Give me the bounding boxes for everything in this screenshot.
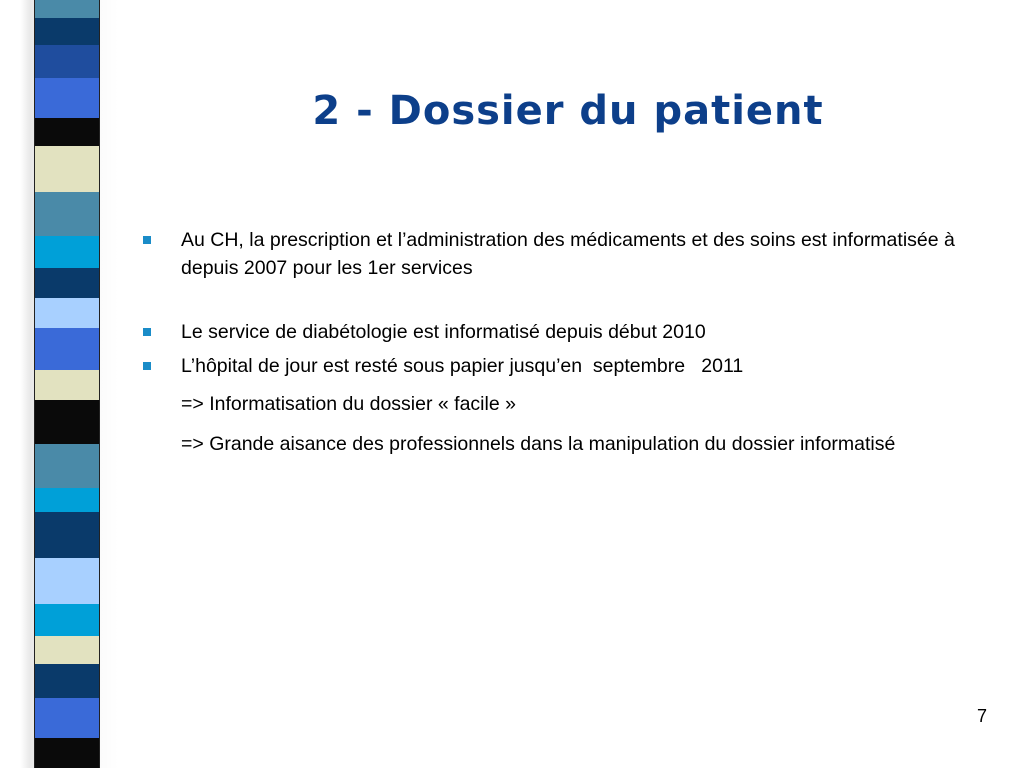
bullet-item bbox=[140, 318, 1000, 346]
sub-line: => Informatisation du dossier « facile » bbox=[181, 393, 516, 415]
strip-band bbox=[35, 328, 99, 370]
bullet-text: L’hôpital de jour est resté sous papier jusqu’en septembre 2011 bbox=[181, 355, 744, 377]
strip-band bbox=[35, 236, 99, 268]
strip-band bbox=[35, 488, 99, 512]
square-bullet-icon bbox=[143, 362, 151, 370]
strip-band bbox=[35, 192, 99, 236]
strip-band bbox=[35, 698, 99, 738]
strip-band bbox=[35, 444, 99, 488]
strip-band bbox=[35, 146, 99, 192]
bullet-item bbox=[140, 352, 1000, 380]
page-number: 7 bbox=[976, 706, 987, 726]
square-bullet-icon bbox=[143, 328, 151, 336]
strip-band bbox=[35, 400, 99, 444]
strip-band bbox=[35, 636, 99, 664]
decorative-strip bbox=[34, 0, 100, 768]
square-bullet-icon bbox=[143, 236, 151, 244]
strip-band bbox=[35, 118, 99, 146]
bullet-text: Au CH, la prescription et l’administration des médicaments et des soins est informatisée à depuis 2007 pour les 1er services bbox=[181, 229, 955, 279]
strip-band bbox=[35, 558, 99, 604]
strip-band bbox=[35, 738, 99, 768]
strip-band bbox=[35, 268, 99, 298]
strip-band bbox=[35, 45, 99, 78]
strip-band bbox=[35, 0, 99, 18]
strip-band bbox=[35, 370, 99, 400]
strip-band bbox=[35, 664, 99, 698]
strip-band bbox=[35, 78, 99, 118]
slide-body bbox=[140, 226, 1000, 458]
bullet-item bbox=[140, 226, 1000, 282]
strip-band bbox=[35, 298, 99, 328]
strip-band bbox=[35, 604, 99, 636]
sub-line: => Grande aisance des professionnels dans la manipulation du dossier informatisé bbox=[181, 433, 896, 455]
strip-band bbox=[35, 18, 99, 45]
slide-title: 2 - Dossier du patient bbox=[312, 88, 824, 134]
strip-band bbox=[35, 512, 99, 558]
bullet-text: Le service de diabétologie est informatisé depuis début 2010 bbox=[181, 321, 706, 343]
